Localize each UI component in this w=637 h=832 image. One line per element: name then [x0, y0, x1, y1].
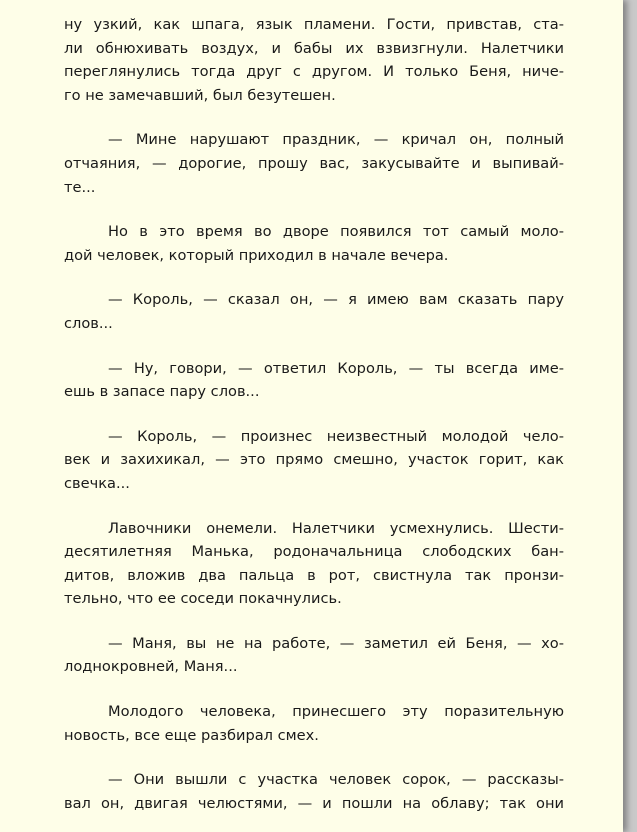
text-line: тельно, что ее соседи покачнулись. [64, 590, 342, 608]
text-line: — Они вышли с участка человек сорок, — рассказы- [108, 771, 564, 789]
text-line: вал он, двигая челюстями, — и пошли на облаву; так они [64, 794, 564, 812]
paragraph [64, 220, 564, 267]
paragraph [64, 288, 564, 335]
text-line: дой человек, который приходил в начале вечера. [64, 246, 449, 264]
text-line: век и захихикал, — это прямо смешно, участок горит, как [64, 451, 564, 469]
text-line: — Мине нарушают праздник, — кричал он, полный [108, 131, 564, 149]
text-line: — Король, — произнес неизвестный молодой чело- [108, 427, 564, 445]
paragraph-gap [64, 679, 564, 700]
paragraph-gap [64, 336, 564, 357]
paragraph [64, 768, 564, 815]
text-line: Но в это время во дворе появился тот самый моло- [108, 223, 564, 241]
text-line: слов... [64, 314, 113, 332]
paragraph-gap [64, 611, 564, 632]
paragraph-gap [64, 267, 564, 288]
paragraph [64, 128, 564, 199]
text-line: десятилетняя Манька, родоначальница слободских бан- [64, 543, 564, 561]
paragraph-gap [64, 199, 564, 220]
text-line: свечка... [64, 474, 130, 492]
paragraph-gap [64, 404, 564, 425]
paragraph-gap [64, 107, 564, 128]
text-line: Молодого человека, принесшего эту поразительную [108, 703, 564, 721]
paragraph [64, 425, 564, 496]
paragraph-gap [64, 747, 564, 768]
text-line: — Король, — сказал он, — я имею вам сказать пару [108, 291, 564, 309]
paragraph-gap [64, 496, 564, 517]
text-line: переглянулись тогда друг с другом. И только Беня, ниче- [64, 63, 564, 81]
text-line: новость, все еще разбирал смех. [64, 726, 319, 744]
text-line: — Маня, вы не на работе, — заметил ей Беня, — хо- [108, 634, 564, 652]
text-line: отчаяния, — дорогие, прошу вас, закусывайте и выпивай- [64, 154, 564, 172]
text-line: Лавочники онемели. Налетчики усмехнулись. Шести- [108, 519, 564, 537]
text-line: ну узкий, как шпага, язык пламени. Гости, привстав, ста- [64, 16, 564, 33]
paragraph [64, 700, 564, 747]
paragraph [64, 517, 564, 611]
paragraph [64, 632, 564, 679]
text-line: ешь в запасе пару слов... [64, 383, 260, 401]
paragraph [64, 13, 564, 107]
text-line: — Ну, говори, — ответил Король, — ты всегда име- [108, 359, 564, 377]
text-line: лоднокровней, Маня... [64, 658, 238, 676]
paragraph [64, 357, 564, 404]
text-line: ли обнюхивать воздух, и бабы их взвизгнули. Налетчики [64, 39, 564, 57]
text-line: го не замечавший, был безутешен. [64, 86, 336, 104]
text-line: дитов, вложив два пальца в рот, свистнула так пронзи- [64, 566, 564, 584]
page-text [64, 13, 564, 815]
text-line: те... [64, 178, 96, 196]
